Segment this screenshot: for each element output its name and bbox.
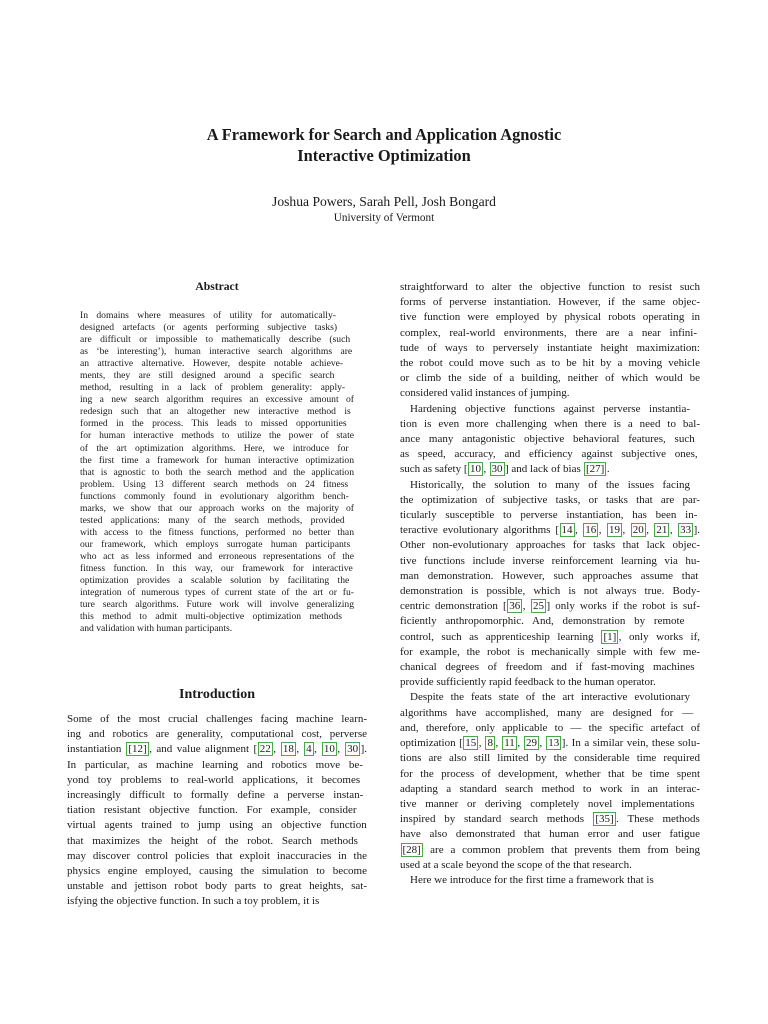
paper-authors: Joshua Powers, Sarah Pell, Josh Bongard [272, 194, 496, 209]
right-column-line: ficiently anthropomorphic. And, demonstration by remote [400, 615, 685, 628]
citation-link[interactable]: 18 [282, 743, 294, 756]
right-column-line: [28] are a common problem that prevents them from being [402, 843, 700, 856]
abstract-line: and validation with human participants. [80, 623, 233, 635]
citation-link[interactable]: [12] [128, 743, 147, 756]
abstract-line: ture search algorithms. Future work will involve generalizing [80, 599, 354, 611]
citation-link[interactable]: 10 [323, 743, 335, 756]
introduction-line: virtual agents trained to jump using an objective function [67, 819, 367, 832]
citation-link[interactable]: [35] [595, 813, 614, 826]
right-column-line: Hardening objective functions against perverse instantia- [410, 402, 690, 415]
abstract-line: In domains where measures of utility for automatically- [80, 310, 336, 321]
abstract-line: who act as less informed and erroneous representations of the [80, 550, 354, 562]
right-column-line: algorithms have accomplished, many are designed for — [400, 706, 694, 719]
right-column-line: demonstration is possible, which is not always true. Body- [400, 585, 700, 598]
right-column-line: Historically, the solution to many of the issues facing [410, 478, 690, 491]
citation-link[interactable]: 10 [470, 463, 482, 476]
introduction-line: Some of the most crucial challenges facing machine learn- [67, 713, 367, 725]
introduction-line: tiation resistant objective function. For example, consider [67, 804, 357, 817]
right-column-line: considered valid instances of jumping. [400, 387, 570, 400]
abstract-line: designed artefacts (or agents performing subjective tasks) [80, 322, 338, 334]
abstract-line: the first time a framework for human interactive optimization [80, 454, 354, 466]
abstract-line: integration of numerous types of current state of the art or fu- [80, 587, 354, 599]
citation-link[interactable]: 13 [548, 737, 560, 750]
abstract-line: problem. Using 13 different search methods on 24 fitness [80, 478, 349, 490]
abstract-line: redesign such that an altogether new interactive method is [80, 406, 351, 418]
citation-link[interactable]: [27] [586, 463, 605, 476]
introduction-line: yond toy problems to real-world applications, it becomes [67, 773, 361, 786]
abstract-line: as ‘be interesting’), human interactive search algorithms are [80, 346, 353, 358]
abstract-line: with access to the fitness functions, performed no better than [80, 526, 354, 538]
citation-link[interactable]: 8 [487, 737, 493, 750]
right-column-line: as speed, accuracy, and efficiency against subjective ones, [400, 448, 698, 461]
abstract-line: an attractive alternative. However, despite notable achieve- [80, 358, 344, 370]
right-column-line: ticularly susceptible to perverse instantiation, has been in- [400, 509, 698, 522]
abstract-line: that is agnostic to both the search method and the application [80, 466, 354, 478]
citation-link[interactable]: 4 [306, 743, 312, 756]
citation-link[interactable]: 20 [632, 524, 644, 537]
right-column-line: man demonstration. However, such approaches assume that [400, 569, 699, 582]
abstract-body [80, 310, 354, 635]
citation-link[interactable]: 30 [491, 463, 503, 476]
right-column-line: Here we introduce for the first time a framework that is [410, 873, 654, 886]
citation-link[interactable]: [1] [603, 630, 617, 643]
introduction-line: increasingly difficult to formally define a perverse instan- [67, 789, 364, 802]
citation-link[interactable]: 22 [259, 743, 271, 756]
citation-link[interactable]: 36 [509, 600, 521, 613]
introduction-line: ing and robotics are generality, computational cost, perverse [67, 728, 367, 741]
right-column-line: control, such as apprenticeship learning [1] , only works if, [400, 630, 700, 643]
right-column-line: Other non-evolutionary approaches for tasks that lack objec- [400, 539, 700, 552]
citation-link[interactable]: 29 [526, 737, 538, 750]
citation-link[interactable]: 25 [533, 600, 545, 613]
right-column-line: tive manner or deriving completely novel implementations [400, 797, 695, 810]
abstract-line: marks, we show that our approach works on the majority of [80, 502, 354, 514]
citation-link[interactable]: 15 [465, 737, 477, 750]
right-column-line: the robot could move such as to be hit by a moving vehicle [400, 357, 700, 370]
citation-link[interactable]: [28] [402, 843, 421, 856]
introduction-line: isfying the objective function. In such a toy problem, it is [67, 895, 320, 908]
citation-link[interactable]: 33 [680, 524, 692, 537]
paper-title-line-2: Interactive Optimization [297, 146, 471, 165]
right-column-line: such as safety [ 10 , 30 ] and lack of bias [27] . [400, 463, 610, 476]
right-column-line: tude of ways to perversely instantiate height maximization: [400, 341, 700, 354]
abstract-line: for human interactive methods to utilize the power of state [80, 430, 354, 442]
right-column-line: complex, real-world environments, there are a near infini- [400, 326, 698, 339]
right-column-line: tive functions include inverse reinforcement learning via hu- [400, 554, 700, 567]
right-column-line: provide sufficiently rapid feedback to the human operator. [400, 676, 656, 689]
introduction-heading: Introduction [179, 687, 255, 702]
right-column-line: Despite the feats state of the art interactive evolutionary [410, 691, 690, 704]
right-column-line: straightforward to alter the objective function to resist such [400, 281, 700, 293]
introduction-line: unstable and jettison robot body parts to great heights, sat- [67, 880, 367, 893]
right-column-line: centric demonstration [ 36 , 25 ] only works if the robot is suf- [400, 600, 700, 613]
right-column-line: or climb the side of a building, neither of which would be [400, 372, 700, 385]
abstract-line: functions commonly found in evolutionary algorithm bench- [80, 490, 349, 502]
right-column-line: the optimization of subjective tasks, or tasks that are par- [400, 493, 700, 506]
citation-link[interactable]: 11 [504, 737, 515, 750]
right-column-line: inspired by standard search methods [35] . These methods [400, 813, 700, 826]
abstract-line: formed in the process. This leads to missed opportunities [80, 418, 347, 430]
abstract-line: optimization provides a scalable solution by facilitating the [80, 575, 350, 587]
right-column-line: chanical degrees of freedom and if fast-moving machines [400, 661, 695, 674]
abstract-line: our framework, which employs surrogate human participants [80, 538, 351, 550]
paper-title-line-1: A Framework for Search and Application Agnostic [206, 125, 562, 144]
abstract-line: are difficult or impossible to mathematically describe (such [80, 334, 351, 346]
right-column-line: ance many antagonistic objective behavioral features, such [400, 433, 695, 446]
right-column-body [400, 280, 700, 888]
citation-link[interactable]: 19 [608, 524, 620, 537]
introduction-line: physics engine employed, causing the simulation to become [67, 865, 367, 878]
abstract-line: tested applications: many of the search methods, provided [80, 514, 345, 526]
abstract-line: fitness function. In this way, our framework for interactive [80, 562, 353, 574]
abstract-line: method, resulting in a lack of problem generality: apply- [80, 382, 346, 394]
right-column-line: have also demonstrated that human error and user fatigue [400, 828, 700, 841]
right-column-line: tion is even more challenging when there is a need to bal- [400, 417, 700, 430]
introduction-line: instantiation [12] , and value alignment [ 22 , 18 , 4 , 10 , 30 ]. [67, 743, 368, 756]
right-column-line: forms of perverse instantiation. However, if the same objec- [400, 296, 700, 309]
right-column-line: and, therefore, only applicable to — the specific artefact of [400, 721, 700, 734]
right-column-line: tive function were employed by physical robots operating in [400, 311, 700, 324]
citation-link[interactable]: 21 [656, 524, 668, 537]
introduction-line: that maximizes the height of the robot. Search methods [67, 834, 358, 847]
abstract-line: ing a new search algorithm requires an excessive amount of [80, 394, 354, 406]
abstract-line: of the art optimization algorithms. Here, we introduce for [80, 442, 349, 454]
abstract-line: ments, they are still designed around a specific search [80, 370, 335, 382]
citation-link[interactable]: 30 [347, 743, 359, 756]
citation-link[interactable]: 14 [561, 524, 573, 537]
paper-title [0, 124, 768, 166]
introduction-line: may discover control policies that exploit inaccuracies in the [67, 849, 367, 862]
abstract-line: this method to admit multi-objective optimization methods [80, 611, 342, 623]
right-column-line: used at a scale beyond the scope of the that research. [400, 858, 632, 871]
citation-link[interactable]: 16 [585, 524, 597, 537]
right-column-line: for the process of development, whether that be time spent [400, 767, 700, 780]
right-column-line: optimization [ 15 , 8 , 11 , 29 , 13 ]. In a similar vein, these solu- [400, 737, 700, 750]
introduction-line: In particular, as machine learning and robotics move be- [67, 758, 363, 771]
right-column-line: adapting a standard search method to work in an interac- [400, 782, 700, 795]
abstract-heading: Abstract [195, 280, 239, 293]
paper-affiliation: University of Vermont [333, 212, 435, 224]
right-column-line: for example, the robot is mechanically simple with few me- [400, 645, 700, 658]
introduction-body [67, 712, 367, 910]
right-column-line: teractive evolutionary algorithms [ 14 , 16 , 19 , 20 , 21 , 33 ]. [400, 524, 701, 537]
right-column-line: tions are also still limited by the considerable time required [400, 752, 700, 765]
